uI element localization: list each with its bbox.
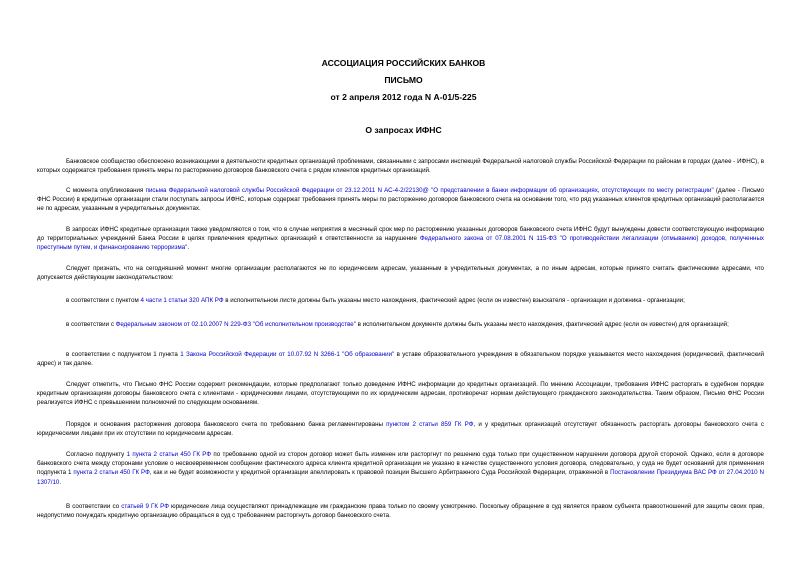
paragraph-text: В соответствии со <box>66 503 122 510</box>
paragraph-text: . <box>187 244 190 252</box>
paragraph-text: по требованию одной из сторон договор может быть изменен или расторгнут по решению суда только при существенном нарушении договора другой стороной. Однако, если в договоре банковского счета между сторонами условие о несвоевременном сообщении фактического адреса клиента кредитной организации не указано в качестве существенного условия договора, следовательно, у суда не будет оснований для применения подпункта 1 <box>37 451 764 477</box>
document-link[interactable]: пунктом 2 статьи 859 ГК РФ <box>386 421 474 428</box>
paragraph-text: (далее - Письмо ФНС России) в кредитные организации стали поступать запросы ИФНС, которые содержат требования принять меры по расторжению договоров банковского счета на основании того, что ряд указанных клиентов кредитных организаций располагается не по адресам, указанным в учредительных документах. <box>37 187 764 213</box>
paragraph-2 <box>37 186 764 214</box>
doc-date: от 2 апреля 2012 года N А-01/5-225 <box>330 92 477 102</box>
org-title: АССОЦИАЦИЯ РОССИЙСКИХ БАНКОВ <box>321 58 486 68</box>
paragraph-text: в соответствии с подпунктом 1 пункта <box>66 351 181 358</box>
paragraph-text: С момента опубликования <box>66 187 146 194</box>
paragraph-text: , и у кредитных организаций отсутствует обязанность расторгать договоры банковского счета с юридическими лицами при их отсутствии по юридическим адресам. <box>37 421 764 438</box>
document-link[interactable]: пункта 2 статьи 450 ГК РФ <box>73 469 150 477</box>
paragraph-text: в соответствии с пунктом <box>66 297 141 304</box>
document-link[interactable]: Федеральным законом от 02.10.2007 N 229-ФЗ "Об исполнительном производстве" <box>115 321 356 328</box>
paragraph-8 <box>37 380 764 408</box>
paragraph-text: в исполнительном документе должны быть указаны место нахождения, фактический адрес (если он известен) для организаций; <box>355 321 729 328</box>
doc-subject: О запросах ИФНС <box>365 125 442 135</box>
document-link[interactable]: 4 части 1 статьи 320 АПК РФ <box>140 297 224 304</box>
paragraph-3 <box>37 225 764 253</box>
paragraph-text: Порядок и основания расторжения договора банковского счета по требованию банка регламентированы <box>66 421 387 428</box>
paragraph-text: Следует отметить, что Письмо ФНС России содержит рекомендации, которые предполагают только доведение ИФНС информации до кредитных организаций. По мнению Ассоциации, требования ИФНС расторгать в судебном порядке кредитным организациям договоры банковского счета с клиентами - юридическими лицами, отсутствующими по их юридическим адресам, противоречат нормам действующего гражданского законодательства. Таким образом, Письмо ФНС России реализуется ИФНС с превышением полномочий по следующим основаниям. <box>37 381 764 407</box>
document-link[interactable]: Федерального закона от 07.08.2001 N 115-ФЗ "О противодействии легализации (отмыванию) доходов, полученных преступным путем, и финансированию терроризма" <box>37 235 764 252</box>
document-link[interactable]: статьей 9 ГК РФ <box>121 503 169 510</box>
paragraph-text: В запросах ИФНС кредитные организации также уведомляются о том, что в случае неприятия в месячный срок мер по расторжению указанных договоров банковского счета ИФНС будут вынуждены довести соответствующую информацию до территориальных учреждений Банка России в целях привлечения кредитных организаций к ответственности за нарушение <box>37 226 764 243</box>
paragraph-10 <box>37 450 764 487</box>
paragraph-text: Банковское сообщество обеспокоено возникающими в деятельности кредитных организаций проблемами, связанными с запросами инспекций Федеральной налоговой службы Российской Федерации по районам в городах (далее - ИФНС), в которых содержатся требования принять меры по расторжению договоров банковского счета с рядом клиентов кредитных организаций. <box>37 158 764 175</box>
paragraph-text: Согласно подпункту <box>66 451 127 458</box>
paragraph-text: в соответствии с <box>66 321 116 328</box>
paragraph-text: в уставе образовательного учреждения в обязательном порядке указывается место нахождения (юридический, фактический адрес) и так далее. <box>37 351 764 368</box>
paragraph-1 <box>37 157 764 175</box>
document-link[interactable]: 1 Закона Российской Федерации от 10.07.92 N 3266-1 "Об образовании" <box>180 351 395 358</box>
paragraph-7 <box>37 350 764 368</box>
paragraph-5 <box>37 296 764 305</box>
paragraph-text: юридические лица осуществляют принадлежащие им гражданские права только по своему усмотрению. Поскольку обращение в суд является правом субъекта правоотношений для защиты своих прав, недопустимо понуждать кредитную организацию обращаться в суд с требованием расторгнуть договор банковского счета. <box>37 503 765 520</box>
paragraph-text: . <box>59 478 62 486</box>
doc-type: ПИСЬМО <box>384 75 423 85</box>
paragraph-9 <box>37 420 764 438</box>
document-link[interactable]: 1 пункта 2 статьи 450 ГК РФ <box>126 451 212 458</box>
paragraph-text: Следует признать, что на сегодняшний момент многие организации располагаются не по юридическим адресам, указанным в учредительных документах, а по иным адресам, которые принято считать фактическими адресами, что допускается действующим законодательством: <box>37 265 764 282</box>
paragraph-text: в исполнительном листе должны быть указаны место нахождения, фактический адрес (если он известен) взыскателя - организации и должника - организации; <box>223 297 685 304</box>
paragraph-4 <box>37 264 764 282</box>
document-link[interactable]: письма Федеральной налоговой службы Российской Федерации от 23.12.2011 N АС-4-2/22130@ "О представлении в банки информации об организациях, отсутствующих по месту регистрации" <box>145 187 714 194</box>
paragraph-11 <box>37 502 764 520</box>
paragraph-6 <box>37 320 764 329</box>
paragraph-text: , как и не будет возможности у кредитной организации апеллировать к правовой позиции Высшего Арбитражного Суда Российской Федерации, отраженной в <box>149 469 611 477</box>
document-link[interactable]: Постановлении Президиума ВАС РФ от 27.04.2010 N 1307/10 <box>37 469 764 486</box>
